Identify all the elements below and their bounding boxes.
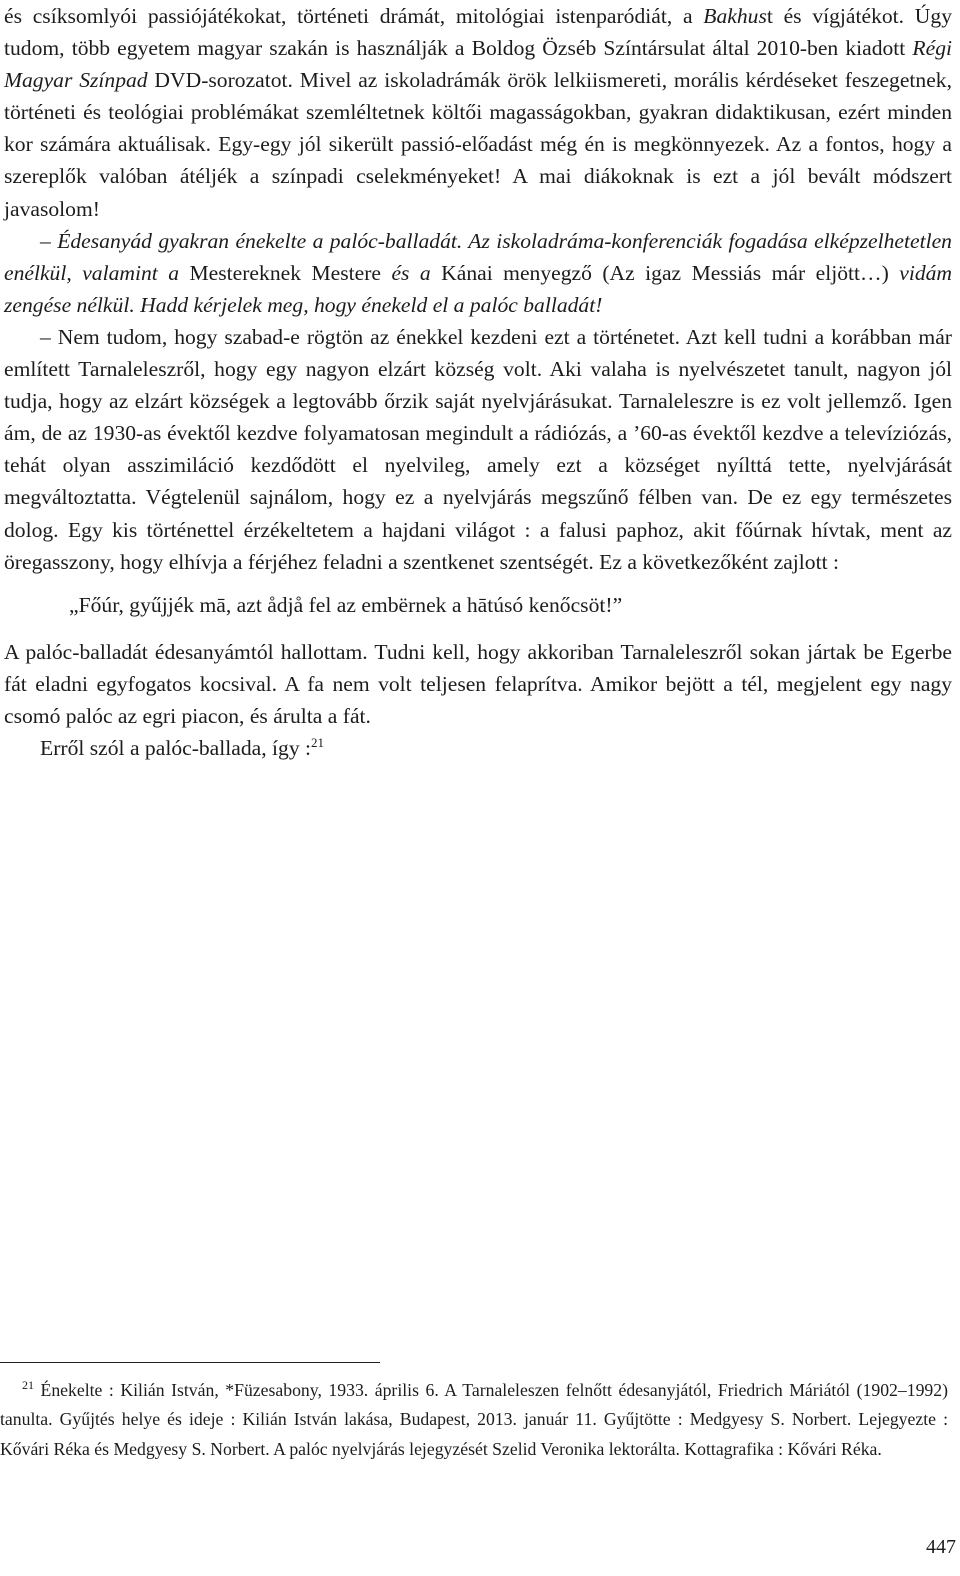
text-run: és csíksomlyói passiójátékokat, történeti drámát, mitológiai istenparódiát, a — [4, 4, 704, 28]
paragraph-4: A palóc-balladát édesanyámtól hallottam. Tudni kell, hogy akkoriban Tarnaleleszről sokan jártak be Egerbe fát eladni egyfogatos kocsival. A fa nem volt teljesen felaprítva. Amikor bejött a tél, megjelent egy nagy csomó palóc az egri piacon, és árulta a fát. — [4, 639, 952, 728]
dialect-quote: „Főúr, gyűjjék mā, azt ådjå fel az embërnek a hātúsó kenőcsöt!” — [69, 592, 623, 617]
footnote-mark: 21 — [22, 1378, 34, 1393]
text-run: Régi Magyar Színpad — [4, 36, 952, 93]
text-run: – Nem tudom, hogy szabad-e rögtön az énekkel kezdeni ezt a történetet. Azt kell tudni a korábban már említett Tarnaleleszről, hogy egy nagyon elzárt község volt. Aki valaha is nyelvészetet tanult, nagyon jól tudja, hogy az elzárt községek a legtovább őrzik saját nyelvjárásukat. Tarnaleleszre is ez volt jellemző. Igen ám, de az 1930-as évektől kezdve folyamatosan megindult a rádiózás, a ’60-as évektől kezdve a televíziózás, tehát olyan asszimiláció kezdődött el nyelvileg, amely ezt a községet nyílttá tette, nyelvjárását megváltoztatta. Végtelenül sajnálom, hogy ez a nyelvjárás megszűnő félben van. De ez egy természetes dolog. Egy kis történettel érzékeltetem a hajdani világot : a falusi paphoz, akit főúrnak hívtak, ment az öregasszony, hogy elhívja a férjéhez feladni a szentkenet szentségét. Ez a következőként zajlott : — [4, 324, 952, 574]
text-run: Kánai menyegző (Az igaz Messiás már eljött…) — [441, 260, 889, 285]
text-run: Édesanyád gyakran énekelte a palóc-balladát. Az iskoladráma-konferenciák fogadása elképzelhetetlen enélkül, valamint a — [4, 228, 952, 285]
text-run: Bakhus — [703, 4, 767, 28]
body-text — [4, 0, 952, 764]
last-line-text: Erről szól a palóc-ballada, így : — [40, 735, 312, 760]
text-run: DVD-sorozatot. Mivel az iskoladrámák örök lelkiismereti, morális kérdéseket feszegetnek, történeti és teológiai problémákat szemléltetnek költői magasságokban, gyakran didaktikusan, ezért minden kor számára aktuálisak. Egy-egy jól sikerült passió-előadást még én is megkönnyezek. Az a fontos, hogy a szereplők valóban átéljék a színpadi cselekményeket! A mai diákoknak is ezt a jól bevált módszert javasolom! — [4, 68, 952, 221]
footnote — [0, 1376, 948, 1464]
paragraph-5 — [4, 732, 952, 764]
text-run: – — [40, 228, 58, 253]
footnote-reference[interactable]: 21 — [311, 734, 325, 750]
text-run: Mestereknek Mestere — [189, 260, 381, 285]
page — [4, 0, 952, 764]
paragraph-1 — [4, 0, 952, 225]
footnote-text: Énekelte : Kilián István, *Füzesabony, 1933. április 6. A Tarnaleleszen felnőtt édesanyjától, Friedrich Máriától (1902–1992) tanulta. Gyűjtés helye és ideje : Kilián István lakása, Budapest, 2013. január 11. Gyűjtötte : Medgyesy S. Norbert. Lejegyezte : Kővári Réka és Medgyesy S. Norbert. A palóc nyelvjárás lejegyzését Szelid Veronika lektorálta. Kottagrafika : Kővári Réka. — [0, 1380, 948, 1459]
paragraph-2 — [4, 225, 952, 321]
paragraph-3 — [4, 321, 952, 578]
text-run: t és vígjátékot. Úgy tudom, több egyetem magyar szakán is használják a Boldog Özséb Színtársulat által 2010-ben kiadott — [4, 4, 952, 61]
text-run: és a — [381, 260, 442, 285]
text-run: vidám zengése nélkül. Hadd kérjelek meg, hogy énekeld el a palóc balladát! — [4, 260, 953, 317]
footnote-rule — [0, 1362, 380, 1363]
page-number: 447 — [926, 1536, 956, 1558]
